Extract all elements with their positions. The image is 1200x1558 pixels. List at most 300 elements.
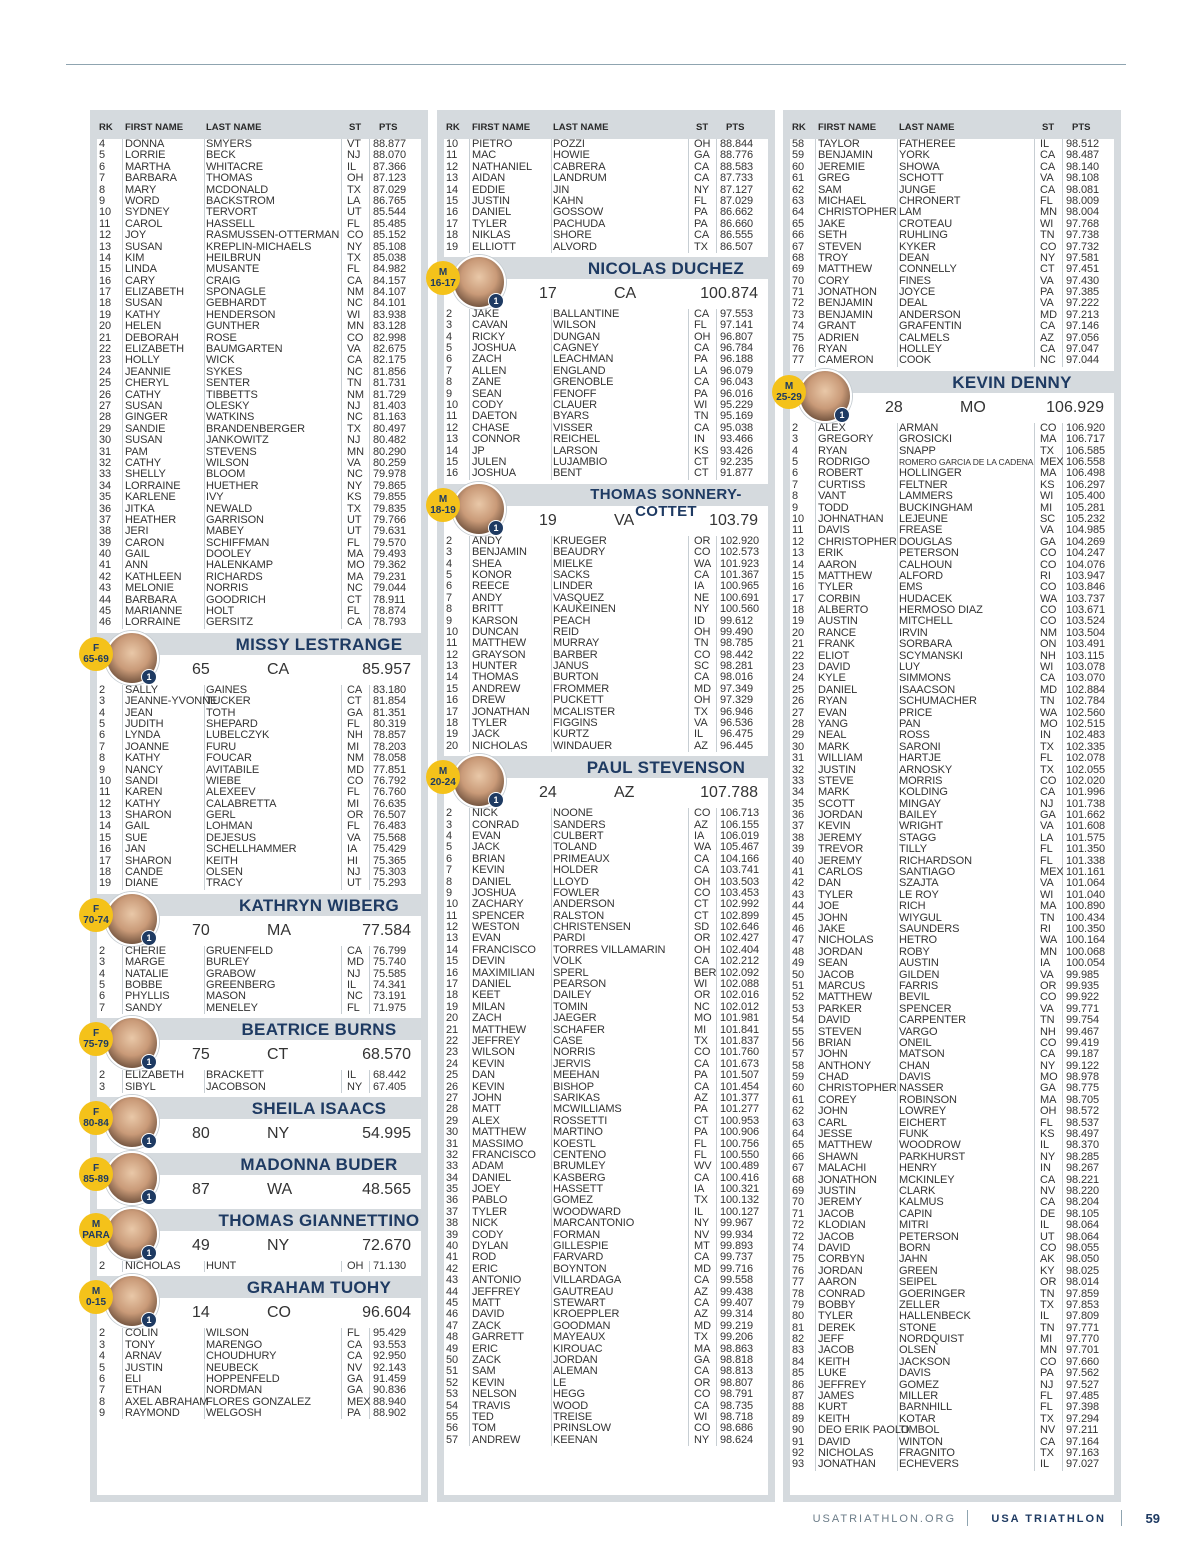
cell-ln: HEILBRUN [206,251,261,264]
cell-pts: 101.738 [1066,797,1106,810]
cell-fn: JAN [125,843,146,856]
cell-pts: 101.760 [720,1046,760,1059]
cell-pts: 97.398 [1066,1401,1100,1414]
cell-rk: 41 [446,1251,459,1264]
cell-ln: PRINSLOW [553,1422,611,1435]
cell-st: CT [694,909,709,922]
cell-rk: 12 [446,648,459,661]
cell-rk: 9 [446,387,453,400]
cell-st: TX [1040,1298,1054,1311]
cell-st: FL [1040,1390,1053,1403]
cell-rk: 9 [99,763,106,776]
cell-ln: FINES [899,274,931,287]
cell-pts: 99.771 [1066,1002,1100,1015]
cell-rk: 4 [446,557,453,570]
cell-rk: 20 [446,739,459,752]
cell-pts: 96.784 [720,342,754,355]
cell-pts: 97.164 [1066,1435,1100,1448]
cell-rk: 40 [99,548,112,561]
cell-st: KS [347,491,362,504]
cell-ln: ENGLAND [553,364,606,377]
cell-st: MA [1040,1093,1057,1106]
cell-rk: 29 [792,729,805,742]
cell-st: WA [694,841,712,854]
cell-st: WV [694,1160,712,1173]
cell-pts: 79.231 [373,570,407,583]
cell-pts: 99.922 [1066,991,1100,1004]
cell-st: MD [347,763,364,776]
cell-pts: 101.662 [1066,809,1106,822]
cell-st: WI [694,399,708,412]
cell-rk: 12 [99,229,112,242]
cell-rk: 16 [792,581,805,594]
cell-ln: LE ROY [899,888,939,901]
cell-ln: SHOWA [899,160,940,173]
cell-fn: DONNA [125,138,165,150]
cell-st: PA [1040,1367,1054,1380]
cell-ln: OLESKY [206,399,250,412]
cell-rk: 2 [99,1327,106,1340]
cell-ln: SPONAGLE [206,286,266,299]
cell-fn: LORRIE [125,149,166,162]
cell-pts: 99.558 [720,1274,754,1287]
cell-pts: 88.902 [373,1407,407,1420]
cell-fn: YANG [818,717,848,730]
table-row [790,1015,1114,1026]
cell-st: CA [694,229,710,242]
cell-pts: 98.718 [720,1410,754,1423]
cell-pts: 71.975 [373,1001,407,1014]
cell-fn: JEREMY [818,1196,863,1209]
cell-pts: 80.497 [373,422,407,435]
cell-fn: JEFF [818,1333,844,1346]
results-table [97,1261,421,1272]
cell-fn: DAN [472,1069,495,1082]
winner-state: CO [267,1304,291,1322]
cell-st: ID [694,614,705,627]
cell-rk: 6 [446,852,453,865]
cell-pts: 92.235 [720,455,754,468]
cell-fn: LORRAINE [125,616,181,629]
cell-rk: 37 [792,820,805,833]
cell-pts: 79.044 [373,582,407,595]
cell-ln: MITCHELL [899,615,953,628]
results-table [444,536,768,752]
cell-fn: JEREMY [818,854,863,867]
cell-pts: 101.981 [720,1012,760,1025]
cell-ln: LEJEUNE [899,512,948,525]
cell-st: GA [1040,1082,1056,1095]
cell-rk: 4 [99,706,106,719]
cell-ln: PAN [899,717,921,730]
badge-gender: F [92,1106,100,1118]
cell-pts: 97.385 [1066,286,1100,299]
table-row [444,638,768,649]
cell-rk: 17 [446,217,459,230]
cell-pts: 76.760 [373,786,407,799]
cell-pts: 80.259 [373,456,407,469]
cell-rk: 23 [446,1046,459,1059]
cell-fn: DEVIN [472,955,506,968]
cell-rk: 29 [99,422,112,435]
cell-pts: 98.140 [1066,160,1100,173]
cell-st: AK [1040,1253,1055,1266]
table-row [790,173,1114,184]
cell-rk: 27 [792,706,805,719]
cell-ln: WELGOSH [206,1407,262,1420]
cell-st: PA [694,206,708,219]
cell-rk: 54 [446,1399,459,1412]
cell-fn: MICHAEL [818,194,867,207]
cell-pts: 95.038 [720,421,754,434]
cell-rk: 21 [99,331,112,344]
cell-fn: NIKLAS [472,229,511,242]
cell-pts: 103.491 [1066,638,1106,651]
winner-state: MO [960,398,986,416]
cell-rk: 24 [446,1057,459,1070]
cell-rk: 56 [792,1036,805,1049]
table-row [97,492,421,503]
cell-st: CO [694,1422,711,1435]
cell-pts: 75.740 [373,956,407,969]
results-table [790,423,1114,1471]
cell-ln: KYKER [899,240,936,253]
cell-ln: FARVARD [553,1251,604,1264]
cell-ln: GARRISON [206,513,264,526]
cell-st: TX [1040,1446,1054,1459]
cell-rk: 75 [792,1253,805,1266]
cell-fn: MARY [125,183,157,196]
cell-ln: MURRAY [553,637,600,650]
cell-ln: SCHOTT [899,172,944,185]
cell-fn: CAMERON [818,354,874,367]
cell-rk: 73 [792,308,805,321]
table-row [444,1013,768,1024]
cell-ln: LLOYD [553,875,589,888]
cell-st: PA [694,1069,708,1082]
cell-rk: 49 [792,957,805,970]
cell-ln: MCWILLIAMS [553,1103,622,1116]
cell-pts: 101.064 [1066,877,1106,890]
cell-fn: JAKE [472,307,500,320]
page-footer [812,1510,1170,1530]
cell-ln: NASSER [899,1082,944,1095]
winner-age: 75 [192,1046,210,1064]
cell-ln: JOYCE [899,286,936,299]
cell-rk: 12 [446,421,459,434]
cell-pts: 97.553 [720,307,754,320]
cell-pts: 85.544 [373,206,407,219]
badge-gender: M [784,380,794,392]
cell-pts: 98.785 [720,637,754,650]
cell-pts: 93.466 [720,433,754,446]
cell-fn: JUSTIN [125,1361,163,1374]
cell-st: KS [694,444,709,457]
cell-ln: FORMAN [553,1228,601,1241]
cell-st: CA [1040,1196,1056,1209]
cell-ln: PEACH [553,614,591,627]
cell-pts: 97.660 [1066,1355,1100,1368]
cell-rk: 11 [99,217,111,230]
table-row [790,1106,1114,1117]
cell-pts: 102.012 [720,1000,760,1013]
cell-fn: SCOTT [818,797,855,810]
cell-st: GA [1040,535,1056,548]
cell-rk: 72 [792,1219,805,1232]
table-row [790,1311,1114,1322]
age-group-badge [79,1157,113,1191]
cell-rk: 10 [446,399,459,412]
cell-rk: 61 [792,1093,805,1106]
cell-pts: 97.146 [1066,320,1100,333]
table-row [790,264,1114,275]
cell-fn: LORRAINE [125,479,181,492]
cell-st: KS [1040,1128,1055,1141]
cell-pts: 97.349 [720,682,754,695]
cell-rk: 8 [99,752,106,765]
cell-pts: 98.016 [720,671,754,684]
cell-fn: CORBIN [818,592,861,605]
cell-fn: AARON [818,558,857,571]
cell-ln: DUNGAN [553,330,601,343]
cell-ln: VARGO [899,1025,938,1038]
cell-pts: 75.365 [373,854,407,867]
cell-fn: SUSAN [125,434,163,447]
cell-rk: 31 [99,445,112,458]
cell-rk: 49 [446,1342,459,1355]
cell-ln: SNAPP [899,444,936,457]
cell-ln: SPERL [553,966,589,979]
cell-ln: NORRIS [553,1046,596,1059]
cell-pts: 103.846 [1066,581,1106,594]
table-row [97,526,421,537]
cell-fn: KATHY [125,797,161,810]
cell-st: TN [1040,1014,1055,1027]
cell-fn: TYLER [818,1310,853,1323]
cell-pts: 98.624 [720,1433,754,1446]
cell-rk: 3 [99,1080,106,1093]
winner-age: 70 [192,921,210,939]
cell-rk: 14 [446,671,459,684]
cell-st: MEX [1040,455,1064,468]
cell-ln: RICHARDSON [899,854,972,867]
cell-ln: SMYERS [206,138,252,150]
cell-fn: TREVOR [818,843,864,856]
cell-ln: KROEPPLER [553,1308,620,1321]
cell-fn: DAVID [818,1241,851,1254]
cell-pts: 83.128 [373,320,407,333]
table-row [790,787,1114,798]
cell-fn: JOANNE [125,740,170,753]
cell-pts: 104.076 [1066,558,1106,571]
cell-st: FL [694,319,707,332]
cell-st: NY [694,1217,710,1230]
cell-fn: MARK [818,786,850,799]
badge-gender: M [438,493,448,505]
cell-ln: SCHIFFMAN [206,536,270,549]
cell-pts: 104.269 [1066,535,1106,548]
cell-fn: SANDIE [125,422,166,435]
results-table [97,139,421,629]
winner-state: VA [614,511,635,529]
cell-rk: 60 [792,160,805,173]
cell-pts: 102.899 [720,909,760,922]
cell-pts: 101.350 [1066,843,1106,856]
cell-fn: GARRETT [472,1331,524,1344]
cell-st: TX [694,240,708,253]
cell-st: MD [694,1319,711,1332]
cell-st: CO [1040,1241,1057,1254]
cell-fn: DAVID [472,1308,505,1321]
table-row [790,525,1114,536]
cell-pts: 98.497 [1066,1128,1100,1141]
cell-pts: 97.770 [1066,1333,1100,1346]
winner-state: NY [267,1236,290,1254]
cell-rk: 20 [99,320,112,333]
cell-pts: 79.855 [373,491,407,504]
header-st: ST [1042,122,1055,133]
cell-rk: 28 [792,717,805,730]
cell-ln: ROBINSON [899,1093,957,1106]
cell-st: CT [694,455,709,468]
cell-rk: 64 [792,1128,805,1141]
cell-fn: GAIL [125,548,150,561]
cell-pts: 95.169 [720,410,754,423]
cell-pts: 106.920 [1066,421,1106,434]
cell-pts: 98.204 [1066,1196,1100,1209]
cell-fn: NATHANIEL [472,160,533,173]
footer-site: USATRIATHLON.ORG [812,1513,956,1525]
cell-st: MO [347,559,365,572]
cell-pts: 97.485 [1066,1390,1100,1403]
cell-rk: 11 [446,149,458,162]
cell-rk: 46 [792,923,805,935]
cell-st: CT [694,467,709,480]
cell-st: AZ [694,739,708,752]
cell-fn: DANIEL [472,875,512,888]
badge-age-range: 70-74 [83,914,109,926]
cell-rk: 10 [792,512,805,525]
cell-fn: MASSIMO [472,1137,524,1150]
cell-rk: 19 [99,308,112,321]
cell-fn: JEANNIE [125,365,171,378]
cell-ln: IVY [206,491,224,504]
table-row [790,696,1114,707]
cell-st: CO [1040,604,1057,617]
cell-pts: 79.865 [373,479,407,492]
cell-st: WA [1040,592,1058,605]
cell-rk: 13 [99,809,112,822]
header-rk: RK [99,122,113,133]
winner-name: KATHRYN WIBERG [238,895,400,915]
table-row [790,582,1114,593]
cell-rk: 30 [792,740,805,753]
cell-fn: ZACH [472,1012,502,1025]
header-last: LAST NAME [553,122,609,133]
cell-ln: TIMBOL [899,1424,940,1437]
results-table [97,946,421,1014]
cell-rk: 75 [792,331,805,344]
table-row [444,468,768,479]
cell-pts: 82.998 [373,331,407,344]
cell-pts: 99.206 [720,1331,754,1344]
cell-st: CA [694,1171,710,1184]
cell-ln: PARDI [553,932,586,945]
cell-ln: MILLER [899,1390,939,1403]
cell-fn: CHAD [818,1071,849,1084]
table-row [790,639,1114,650]
cell-ln: JANUS [553,660,589,673]
winner-age: 17 [539,284,557,302]
badge-gender: F [92,1028,100,1040]
cell-ln: RUHLING [899,229,948,242]
cell-pts: 99.419 [1066,1036,1100,1049]
footer-brand: USA TRIATHLON [991,1513,1106,1525]
cell-fn: JONATHAN [472,705,530,718]
results-table [444,309,768,480]
cell-ln: SCHELLHAMMER [206,843,297,856]
cell-ln: ALEMAN [553,1365,598,1378]
cell-st: MI [1040,501,1053,514]
winner-name: THOMAS GIANNETTINO [218,1210,420,1230]
cell-rk: 86 [792,1378,805,1391]
cell-fn: MAXIMILIAN [472,966,535,979]
table-row [97,878,421,889]
cell-st: VA [1040,877,1054,890]
cell-fn: KARLENE [125,491,176,504]
winner-name: GRAHAM TUOHY [246,1278,392,1298]
cell-rk: 59 [792,1071,805,1084]
cell-fn: KEVIN [472,864,505,877]
cell-st: CA [1040,149,1056,162]
results-table [97,1070,421,1093]
cell-ln: HUETHER [206,479,259,492]
cell-pts: 98.108 [1066,172,1100,185]
cell-fn: CODY [472,399,504,412]
cell-ln: GERL [206,809,236,822]
cell-fn: AUSTIN [818,615,858,628]
cell-pts: 96.807 [720,330,754,343]
cell-ln: GUNTHER [206,320,260,333]
rank-one-icon: 1 [141,930,157,946]
cell-fn: CARL [818,1116,847,1129]
cell-st: CO [347,229,364,242]
cell-st: WI [1040,888,1054,901]
cell-ln: CAPIN [899,1207,933,1220]
cell-rk: 9 [99,1407,106,1420]
cell-st: CO [1040,774,1057,787]
age-group-badge [79,637,113,671]
cell-fn: EDDIE [472,183,506,196]
winner-points: 72.670 [362,1236,411,1254]
cell-pts: 98.572 [1066,1105,1100,1118]
cell-fn: RODRIGO [818,455,870,468]
cell-rk: 45 [792,911,805,924]
cell-pts: 76.635 [373,797,407,810]
cell-st: FL [347,605,360,618]
cell-st: NV [1040,1424,1056,1437]
cell-rk: 81 [792,1321,805,1334]
cell-ln: HARTJE [899,752,941,765]
cell-st: TX [1040,444,1054,457]
cell-ln: MCDONALD [206,183,269,196]
cell-pts: 100.953 [720,1114,760,1127]
table-row [444,604,768,615]
cell-fn: KEVIN [472,1057,505,1070]
header-pts: PTS [726,122,745,133]
badge-gender: F [92,642,100,654]
cell-rk: 12 [792,535,805,548]
